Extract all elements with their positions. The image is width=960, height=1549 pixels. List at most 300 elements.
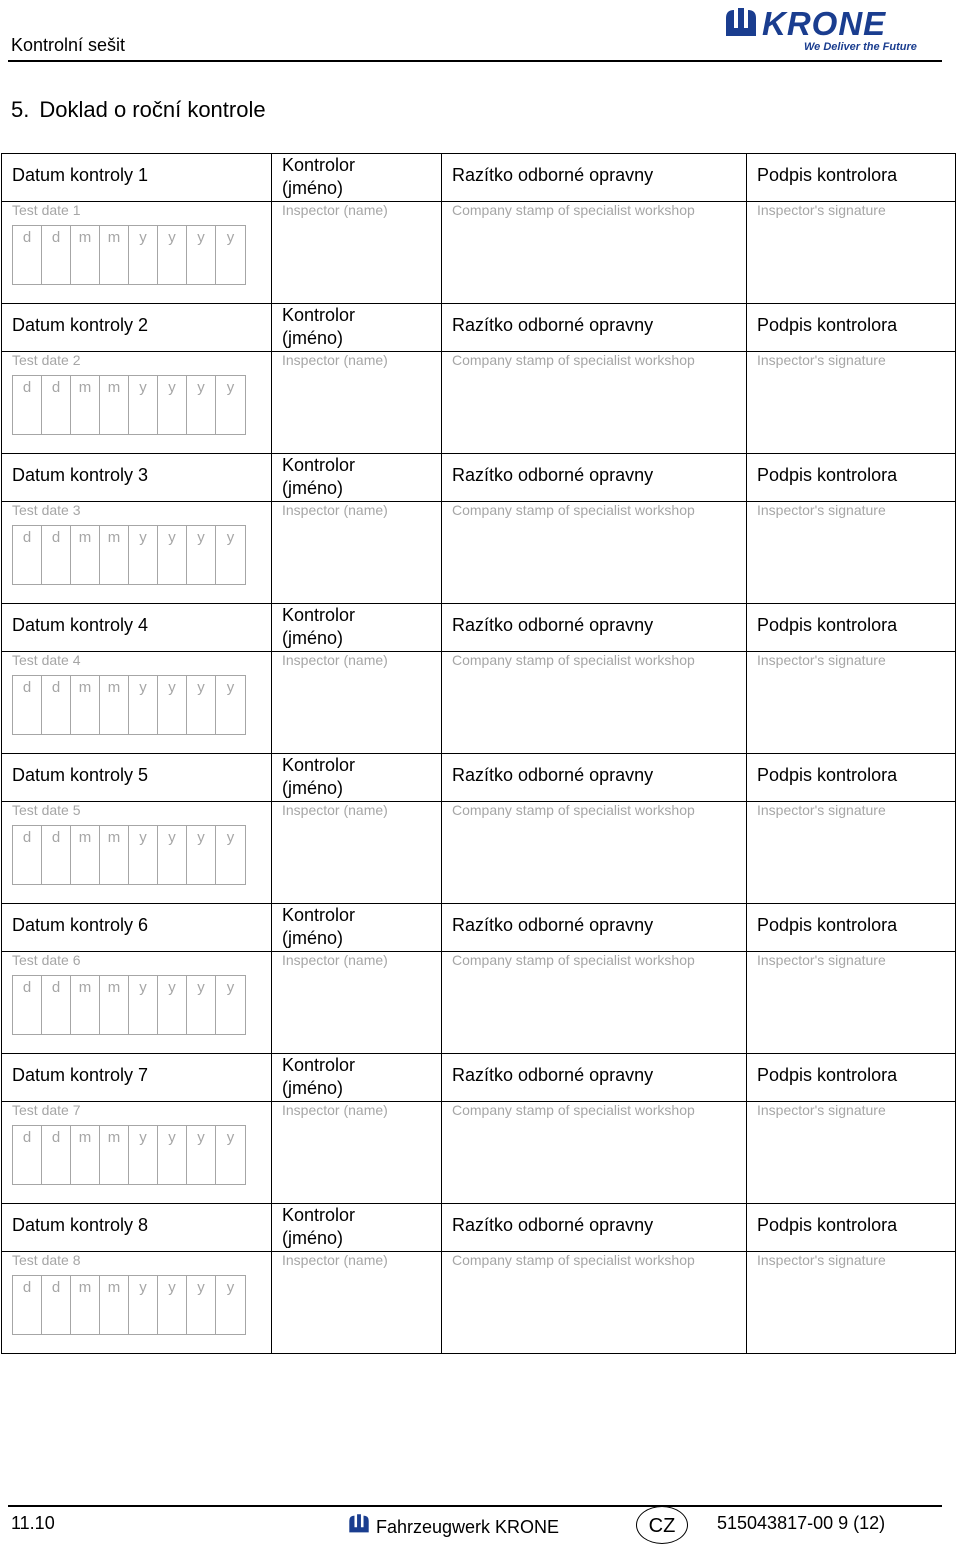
signature-label-cz: Podpis kontrolora	[757, 765, 898, 785]
inspector-cell[interactable]	[272, 154, 442, 304]
date-entry-field[interactable]	[12, 1275, 246, 1335]
inspection-row	[2, 154, 956, 304]
date-digit-placeholder: m	[107, 1129, 121, 1146]
date-digit-box[interactable]	[158, 1126, 187, 1184]
date-digit-placeholder: y	[226, 1279, 235, 1296]
footer-date: 11.10	[11, 1513, 55, 1533]
inspector-label-line1: Kontrolor	[282, 1205, 356, 1225]
stamp-label-cz: Razítko odborné opravny	[452, 315, 654, 335]
stamp-header	[442, 904, 746, 952]
date-digit-placeholder: d	[51, 679, 61, 696]
date-digit-box[interactable]	[129, 826, 158, 884]
date-digit-placeholder: y	[226, 679, 235, 696]
inspection-row	[2, 754, 956, 904]
inspector-label-line2: (jméno)	[282, 928, 344, 948]
date-cell	[2, 1204, 272, 1354]
date-cell	[2, 154, 272, 304]
inspector-label-cz	[282, 904, 355, 950]
krone-logo	[722, 4, 917, 54]
date-digit-placeholder: d	[51, 1279, 61, 1296]
inspector-label-line2: (jméno)	[282, 1078, 344, 1098]
date-digit-placeholder: d	[22, 1279, 32, 1296]
date-digit-box[interactable]	[13, 1126, 42, 1184]
inspector-label-line1: Kontrolor	[282, 1055, 356, 1075]
stamp-label-cz: Razítko odborné opravny	[452, 765, 654, 785]
date-cell	[2, 454, 272, 604]
date-digit-box[interactable]	[71, 376, 100, 434]
inspection-row	[2, 1204, 956, 1354]
date-digit-placeholder: y	[168, 829, 176, 846]
date-digit-placeholder: d	[51, 1129, 61, 1146]
date-digit-box[interactable]	[187, 226, 216, 284]
date-digit-box[interactable]	[71, 826, 100, 884]
date-label-cz: Datum kontroly 1	[12, 165, 149, 185]
date-digit-box[interactable]	[71, 226, 100, 284]
signature-label-cz: Podpis kontrolora	[757, 915, 898, 935]
footer-company-name: Fahrzeugwerk KRONE	[376, 1517, 560, 1537]
inspector-header	[272, 1204, 441, 1252]
date-digit-placeholder: y	[197, 1129, 205, 1146]
country-badge: CZ	[636, 1506, 688, 1544]
stamp-header	[442, 304, 746, 352]
date-digit-box[interactable]	[13, 1276, 42, 1334]
date-cell	[2, 304, 272, 454]
inspection-row	[2, 304, 956, 454]
date-label-cz: Datum kontroly 6	[12, 915, 149, 935]
date-digit-placeholder: y	[139, 979, 147, 996]
date-header	[2, 304, 271, 352]
date-digit-box[interactable]	[42, 676, 71, 734]
date-digit-placeholder: y	[168, 1279, 176, 1296]
stamp-cell[interactable]	[442, 754, 747, 904]
date-digit-placeholder: y	[197, 229, 205, 246]
inspector-cell[interactable]	[272, 904, 442, 1054]
date-digit-box[interactable]	[100, 1126, 129, 1184]
date-label-en: Test date 7	[12, 1102, 81, 1118]
date-digit-box[interactable]	[129, 676, 158, 734]
inspector-label-line2: (jméno)	[282, 628, 344, 648]
date-digit-placeholder: y	[168, 529, 176, 546]
date-digit-box[interactable]	[42, 976, 71, 1034]
inspector-label-line1: Kontrolor	[282, 755, 356, 775]
date-label-cz: Datum kontroly 5	[12, 765, 149, 785]
date-digit-placeholder: y	[139, 529, 147, 546]
inspector-label-line2: (jméno)	[282, 178, 344, 198]
date-entry-field[interactable]	[12, 1125, 246, 1185]
date-label-en: Test date 4	[12, 652, 81, 668]
date-digit-box[interactable]	[158, 526, 187, 584]
inspector-label-cz	[282, 754, 355, 800]
date-digit-box[interactable]	[100, 676, 129, 734]
date-digit-placeholder: y	[226, 529, 235, 546]
date-digit-placeholder: y	[139, 379, 147, 396]
date-digit-box[interactable]	[100, 1276, 129, 1334]
date-digit-box[interactable]	[129, 1126, 158, 1184]
logo-wordmark: KRONE	[762, 5, 887, 42]
date-digit-placeholder: d	[22, 229, 32, 246]
date-cell	[2, 1054, 272, 1204]
date-label-en: Test date 6	[12, 952, 81, 968]
inspector-label-en: Inspector (name)	[282, 502, 388, 518]
date-digit-box[interactable]	[216, 226, 245, 284]
date-digit-box[interactable]	[71, 526, 100, 584]
inspector-cell[interactable]	[272, 454, 442, 604]
date-digit-box[interactable]	[187, 826, 216, 884]
stamp-cell[interactable]	[442, 1054, 747, 1204]
date-digit-placeholder: m	[78, 829, 92, 846]
signature-label-cz: Podpis kontrolora	[757, 615, 898, 635]
krone-crown-icon	[722, 6, 760, 40]
date-label-en: Test date 5	[12, 802, 81, 818]
stamp-header	[442, 1204, 746, 1252]
signature-label-en: Inspector's signature	[757, 352, 886, 368]
date-digit-box[interactable]	[13, 526, 42, 584]
date-digit-placeholder: d	[51, 979, 61, 996]
section-title	[11, 97, 266, 123]
stamp-cell[interactable]	[442, 604, 747, 754]
date-digit-box[interactable]	[158, 376, 187, 434]
date-label-cz: Datum kontroly 3	[12, 465, 149, 485]
date-digit-box[interactable]	[100, 976, 129, 1034]
stamp-cell[interactable]	[442, 454, 747, 604]
date-digit-placeholder: y	[197, 529, 205, 546]
date-digit-box[interactable]	[158, 1276, 187, 1334]
date-cell	[2, 604, 272, 754]
inspector-label-line2: (jméno)	[282, 1228, 344, 1248]
signature-header	[747, 1204, 955, 1252]
inspection-table	[1, 153, 956, 1354]
date-digit-placeholder: m	[78, 1279, 92, 1296]
date-digit-box[interactable]	[100, 226, 129, 284]
date-digit-placeholder: y	[139, 1279, 147, 1296]
date-digit-box[interactable]	[187, 376, 216, 434]
section-title-text: Doklad o roční kontrole	[39, 97, 266, 122]
inspector-label-en: Inspector (name)	[282, 802, 388, 818]
date-digit-box[interactable]	[71, 676, 100, 734]
date-digit-placeholder: m	[78, 379, 92, 396]
inspector-label-line1: Kontrolor	[282, 605, 356, 625]
inspector-label-line2: (jméno)	[282, 478, 344, 498]
date-label-cz: Datum kontroly 2	[12, 315, 149, 335]
date-digit-box[interactable]	[216, 826, 245, 884]
date-digit-placeholder: m	[78, 1129, 92, 1146]
inspector-label-en: Inspector (name)	[282, 652, 388, 668]
signature-label-en: Inspector's signature	[757, 1102, 886, 1118]
date-header	[2, 754, 271, 802]
date-digit-placeholder: d	[22, 829, 32, 846]
date-digit-placeholder: y	[197, 679, 205, 696]
date-digit-placeholder: y	[197, 1279, 205, 1296]
date-digit-box[interactable]	[129, 976, 158, 1034]
date-digit-box[interactable]	[129, 526, 158, 584]
stamp-label-cz: Razítko odborné opravny	[452, 465, 654, 485]
date-digit-placeholder: m	[107, 379, 121, 396]
date-digit-box[interactable]	[129, 1276, 158, 1334]
signature-header	[747, 304, 955, 352]
inspector-label-line1: Kontrolor	[282, 455, 356, 475]
date-digit-box[interactable]	[71, 1276, 100, 1334]
date-digit-box[interactable]	[158, 226, 187, 284]
signature-label-cz: Podpis kontrolora	[757, 1215, 898, 1235]
date-digit-placeholder: y	[139, 1129, 147, 1146]
date-digit-box[interactable]	[71, 976, 100, 1034]
date-digit-placeholder: y	[168, 229, 176, 246]
signature-header	[747, 154, 955, 202]
date-digit-placeholder: y	[226, 379, 235, 396]
stamp-header	[442, 1054, 746, 1102]
signature-label-en: Inspector's signature	[757, 1252, 886, 1268]
stamp-cell[interactable]	[442, 154, 747, 304]
stamp-label-en: Company stamp of specialist workshop	[452, 202, 695, 218]
date-digit-placeholder: y	[168, 1129, 176, 1146]
date-label-cz: Datum kontroly 7	[12, 1065, 149, 1085]
signature-header	[747, 454, 955, 502]
date-digit-placeholder: y	[197, 379, 205, 396]
inspector-header	[272, 1054, 441, 1102]
date-cell	[2, 904, 272, 1054]
date-digit-placeholder: y	[226, 1129, 235, 1146]
date-cell	[2, 754, 272, 904]
date-digit-box[interactable]	[158, 976, 187, 1034]
date-digit-placeholder: y	[197, 979, 205, 996]
stamp-header	[442, 454, 746, 502]
inspector-label-en: Inspector (name)	[282, 1102, 388, 1118]
date-digit-placeholder: m	[78, 229, 92, 246]
signature-cell[interactable]	[747, 454, 956, 604]
stamp-header	[442, 754, 746, 802]
signature-label-en: Inspector's signature	[757, 202, 886, 218]
date-digit-box[interactable]	[71, 1126, 100, 1184]
inspector-header	[272, 304, 441, 352]
stamp-label-en: Company stamp of specialist workshop	[452, 652, 695, 668]
signature-label-en: Inspector's signature	[757, 952, 886, 968]
date-header	[2, 454, 271, 502]
date-digit-box[interactable]	[42, 826, 71, 884]
date-digit-box[interactable]	[187, 1276, 216, 1334]
date-digit-placeholder: m	[107, 979, 121, 996]
stamp-label-cz: Razítko odborné opravny	[452, 1065, 654, 1085]
stamp-header	[442, 154, 746, 202]
inspector-label-line1: Kontrolor	[282, 155, 356, 175]
date-digit-box[interactable]	[158, 826, 187, 884]
date-digit-placeholder: d	[51, 829, 61, 846]
krone-crown-icon	[346, 1513, 372, 1535]
page-header-title: Kontrolní sešit	[11, 35, 126, 55]
inspector-cell[interactable]	[272, 304, 442, 454]
date-header	[2, 904, 271, 952]
date-digit-box[interactable]	[42, 376, 71, 434]
date-label-en: Test date 3	[12, 502, 81, 518]
date-digit-placeholder: y	[168, 979, 176, 996]
stamp-label-cz: Razítko odborné opravny	[452, 615, 654, 635]
inspection-row	[2, 454, 956, 604]
inspector-cell[interactable]	[272, 754, 442, 904]
signature-cell[interactable]	[747, 754, 956, 904]
date-digit-placeholder: d	[22, 979, 32, 996]
stamp-header	[442, 604, 746, 652]
section-number: 5.	[11, 97, 30, 122]
inspector-label-cz	[282, 454, 355, 500]
logo-slogan: We Deliver the Future	[804, 41, 917, 53]
signature-cell[interactable]	[747, 1204, 956, 1354]
date-digit-box[interactable]	[42, 226, 71, 284]
date-digit-box[interactable]	[187, 676, 216, 734]
date-digit-box[interactable]	[13, 226, 42, 284]
date-digit-box[interactable]	[216, 1276, 245, 1334]
stamp-cell[interactable]	[442, 904, 747, 1054]
date-digit-placeholder: m	[107, 529, 121, 546]
date-digit-placeholder: m	[78, 529, 92, 546]
signature-label-cz: Podpis kontrolora	[757, 1065, 898, 1085]
signature-label-cz: Podpis kontrolora	[757, 315, 898, 335]
signature-header	[747, 754, 955, 802]
footer-divider	[8, 1505, 942, 1507]
inspector-label-line1: Kontrolor	[282, 305, 356, 325]
signature-cell[interactable]	[747, 904, 956, 1054]
signature-cell[interactable]	[747, 604, 956, 754]
inspector-label-cz	[282, 154, 355, 200]
date-digit-box[interactable]	[158, 676, 187, 734]
date-header	[2, 1054, 271, 1102]
date-entry-field[interactable]	[12, 225, 246, 285]
signature-label-cz: Podpis kontrolora	[757, 465, 898, 485]
date-digit-placeholder: y	[197, 829, 205, 846]
date-digit-box[interactable]	[100, 526, 129, 584]
date-digit-placeholder: m	[78, 679, 92, 696]
date-digit-box[interactable]	[216, 526, 245, 584]
stamp-cell[interactable]	[442, 304, 747, 454]
inspector-label-cz	[282, 1204, 355, 1250]
date-digit-box[interactable]	[216, 1126, 245, 1184]
date-digit-placeholder: d	[22, 679, 32, 696]
stamp-label-cz: Razítko odborné opravny	[452, 915, 654, 935]
inspection-row	[2, 604, 956, 754]
inspector-label-cz	[282, 604, 355, 650]
date-digit-box[interactable]	[42, 1126, 71, 1184]
date-digit-box[interactable]	[13, 676, 42, 734]
inspector-cell[interactable]	[272, 1054, 442, 1204]
stamp-label-en: Company stamp of specialist workshop	[452, 1252, 695, 1268]
signature-label-cz: Podpis kontrolora	[757, 165, 898, 185]
date-digit-box[interactable]	[216, 376, 245, 434]
signature-header	[747, 904, 955, 952]
date-digit-placeholder: y	[226, 229, 235, 246]
stamp-label-cz: Razítko odborné opravny	[452, 1215, 654, 1235]
inspector-header	[272, 904, 441, 952]
date-digit-placeholder: y	[139, 229, 147, 246]
date-digit-box[interactable]	[129, 376, 158, 434]
date-digit-placeholder: d	[51, 229, 61, 246]
date-digit-box[interactable]	[187, 526, 216, 584]
stamp-label-en: Company stamp of specialist workshop	[452, 502, 695, 518]
inspector-label-line1: Kontrolor	[282, 905, 356, 925]
signature-cell[interactable]	[747, 154, 956, 304]
date-label-cz: Datum kontroly 8	[12, 1215, 149, 1235]
inspector-header	[272, 754, 441, 802]
date-digit-box[interactable]	[42, 526, 71, 584]
stamp-label-en: Company stamp of specialist workshop	[452, 802, 695, 818]
date-entry-field[interactable]	[12, 525, 246, 585]
signature-header	[747, 604, 955, 652]
date-digit-placeholder: m	[107, 679, 121, 696]
date-digit-placeholder: y	[226, 979, 235, 996]
date-digit-placeholder: m	[107, 229, 121, 246]
date-digit-box[interactable]	[187, 976, 216, 1034]
inspector-label-cz	[282, 304, 355, 350]
signature-cell[interactable]	[747, 304, 956, 454]
inspector-cell[interactable]	[272, 1204, 442, 1354]
stamp-label-en: Company stamp of specialist workshop	[452, 952, 695, 968]
date-digit-box[interactable]	[13, 826, 42, 884]
date-label-en: Test date 2	[12, 352, 81, 368]
signature-cell[interactable]	[747, 1054, 956, 1204]
date-entry-field[interactable]	[12, 825, 246, 885]
date-digit-placeholder: y	[226, 829, 235, 846]
date-digit-box[interactable]	[13, 376, 42, 434]
date-label-cz: Datum kontroly 4	[12, 615, 149, 635]
date-entry-field[interactable]	[12, 675, 246, 735]
date-entry-field[interactable]	[12, 375, 246, 435]
date-digit-placeholder: y	[168, 379, 176, 396]
date-digit-box[interactable]	[13, 976, 42, 1034]
inspector-label-line2: (jméno)	[282, 778, 344, 798]
date-header	[2, 154, 271, 202]
date-digit-placeholder: m	[107, 829, 121, 846]
footer-company	[346, 1513, 559, 1538]
date-header	[2, 604, 271, 652]
signature-label-en: Inspector's signature	[757, 802, 886, 818]
footer-document-number: 515043817-00 9 (12)	[717, 1513, 886, 1533]
date-entry-field[interactable]	[12, 975, 246, 1035]
date-digit-placeholder: m	[107, 1279, 121, 1296]
inspector-header	[272, 154, 441, 202]
date-digit-box[interactable]	[216, 676, 245, 734]
date-digit-box[interactable]	[129, 226, 158, 284]
inspector-cell[interactable]	[272, 604, 442, 754]
signature-header	[747, 1054, 955, 1102]
date-label-en: Test date 8	[12, 1252, 81, 1268]
date-digit-placeholder: y	[168, 679, 176, 696]
date-label-en: Test date 1	[12, 202, 81, 218]
date-digit-placeholder: d	[22, 529, 32, 546]
date-digit-placeholder: d	[51, 529, 61, 546]
signature-label-en: Inspector's signature	[757, 502, 886, 518]
stamp-label-en: Company stamp of specialist workshop	[452, 1102, 695, 1118]
stamp-cell[interactable]	[442, 1204, 747, 1354]
inspection-row	[2, 904, 956, 1054]
stamp-label-cz: Razítko odborné opravny	[452, 165, 654, 185]
stamp-label-en: Company stamp of specialist workshop	[452, 352, 695, 368]
date-digit-box[interactable]	[216, 976, 245, 1034]
date-digit-box[interactable]	[187, 1126, 216, 1184]
date-header	[2, 1204, 271, 1252]
date-digit-placeholder: d	[22, 379, 32, 396]
date-digit-box[interactable]	[100, 376, 129, 434]
date-digit-placeholder: y	[139, 679, 147, 696]
date-digit-placeholder: y	[139, 829, 147, 846]
inspector-header	[272, 604, 441, 652]
date-digit-placeholder: m	[78, 979, 92, 996]
inspector-label-en: Inspector (name)	[282, 952, 388, 968]
date-digit-placeholder: d	[51, 379, 61, 396]
inspector-label-en: Inspector (name)	[282, 1252, 388, 1268]
header-divider	[8, 60, 942, 62]
date-digit-box[interactable]	[42, 1276, 71, 1334]
date-digit-placeholder: d	[22, 1129, 32, 1146]
date-digit-box[interactable]	[100, 826, 129, 884]
signature-label-en: Inspector's signature	[757, 652, 886, 668]
inspector-label-en: Inspector (name)	[282, 352, 388, 368]
